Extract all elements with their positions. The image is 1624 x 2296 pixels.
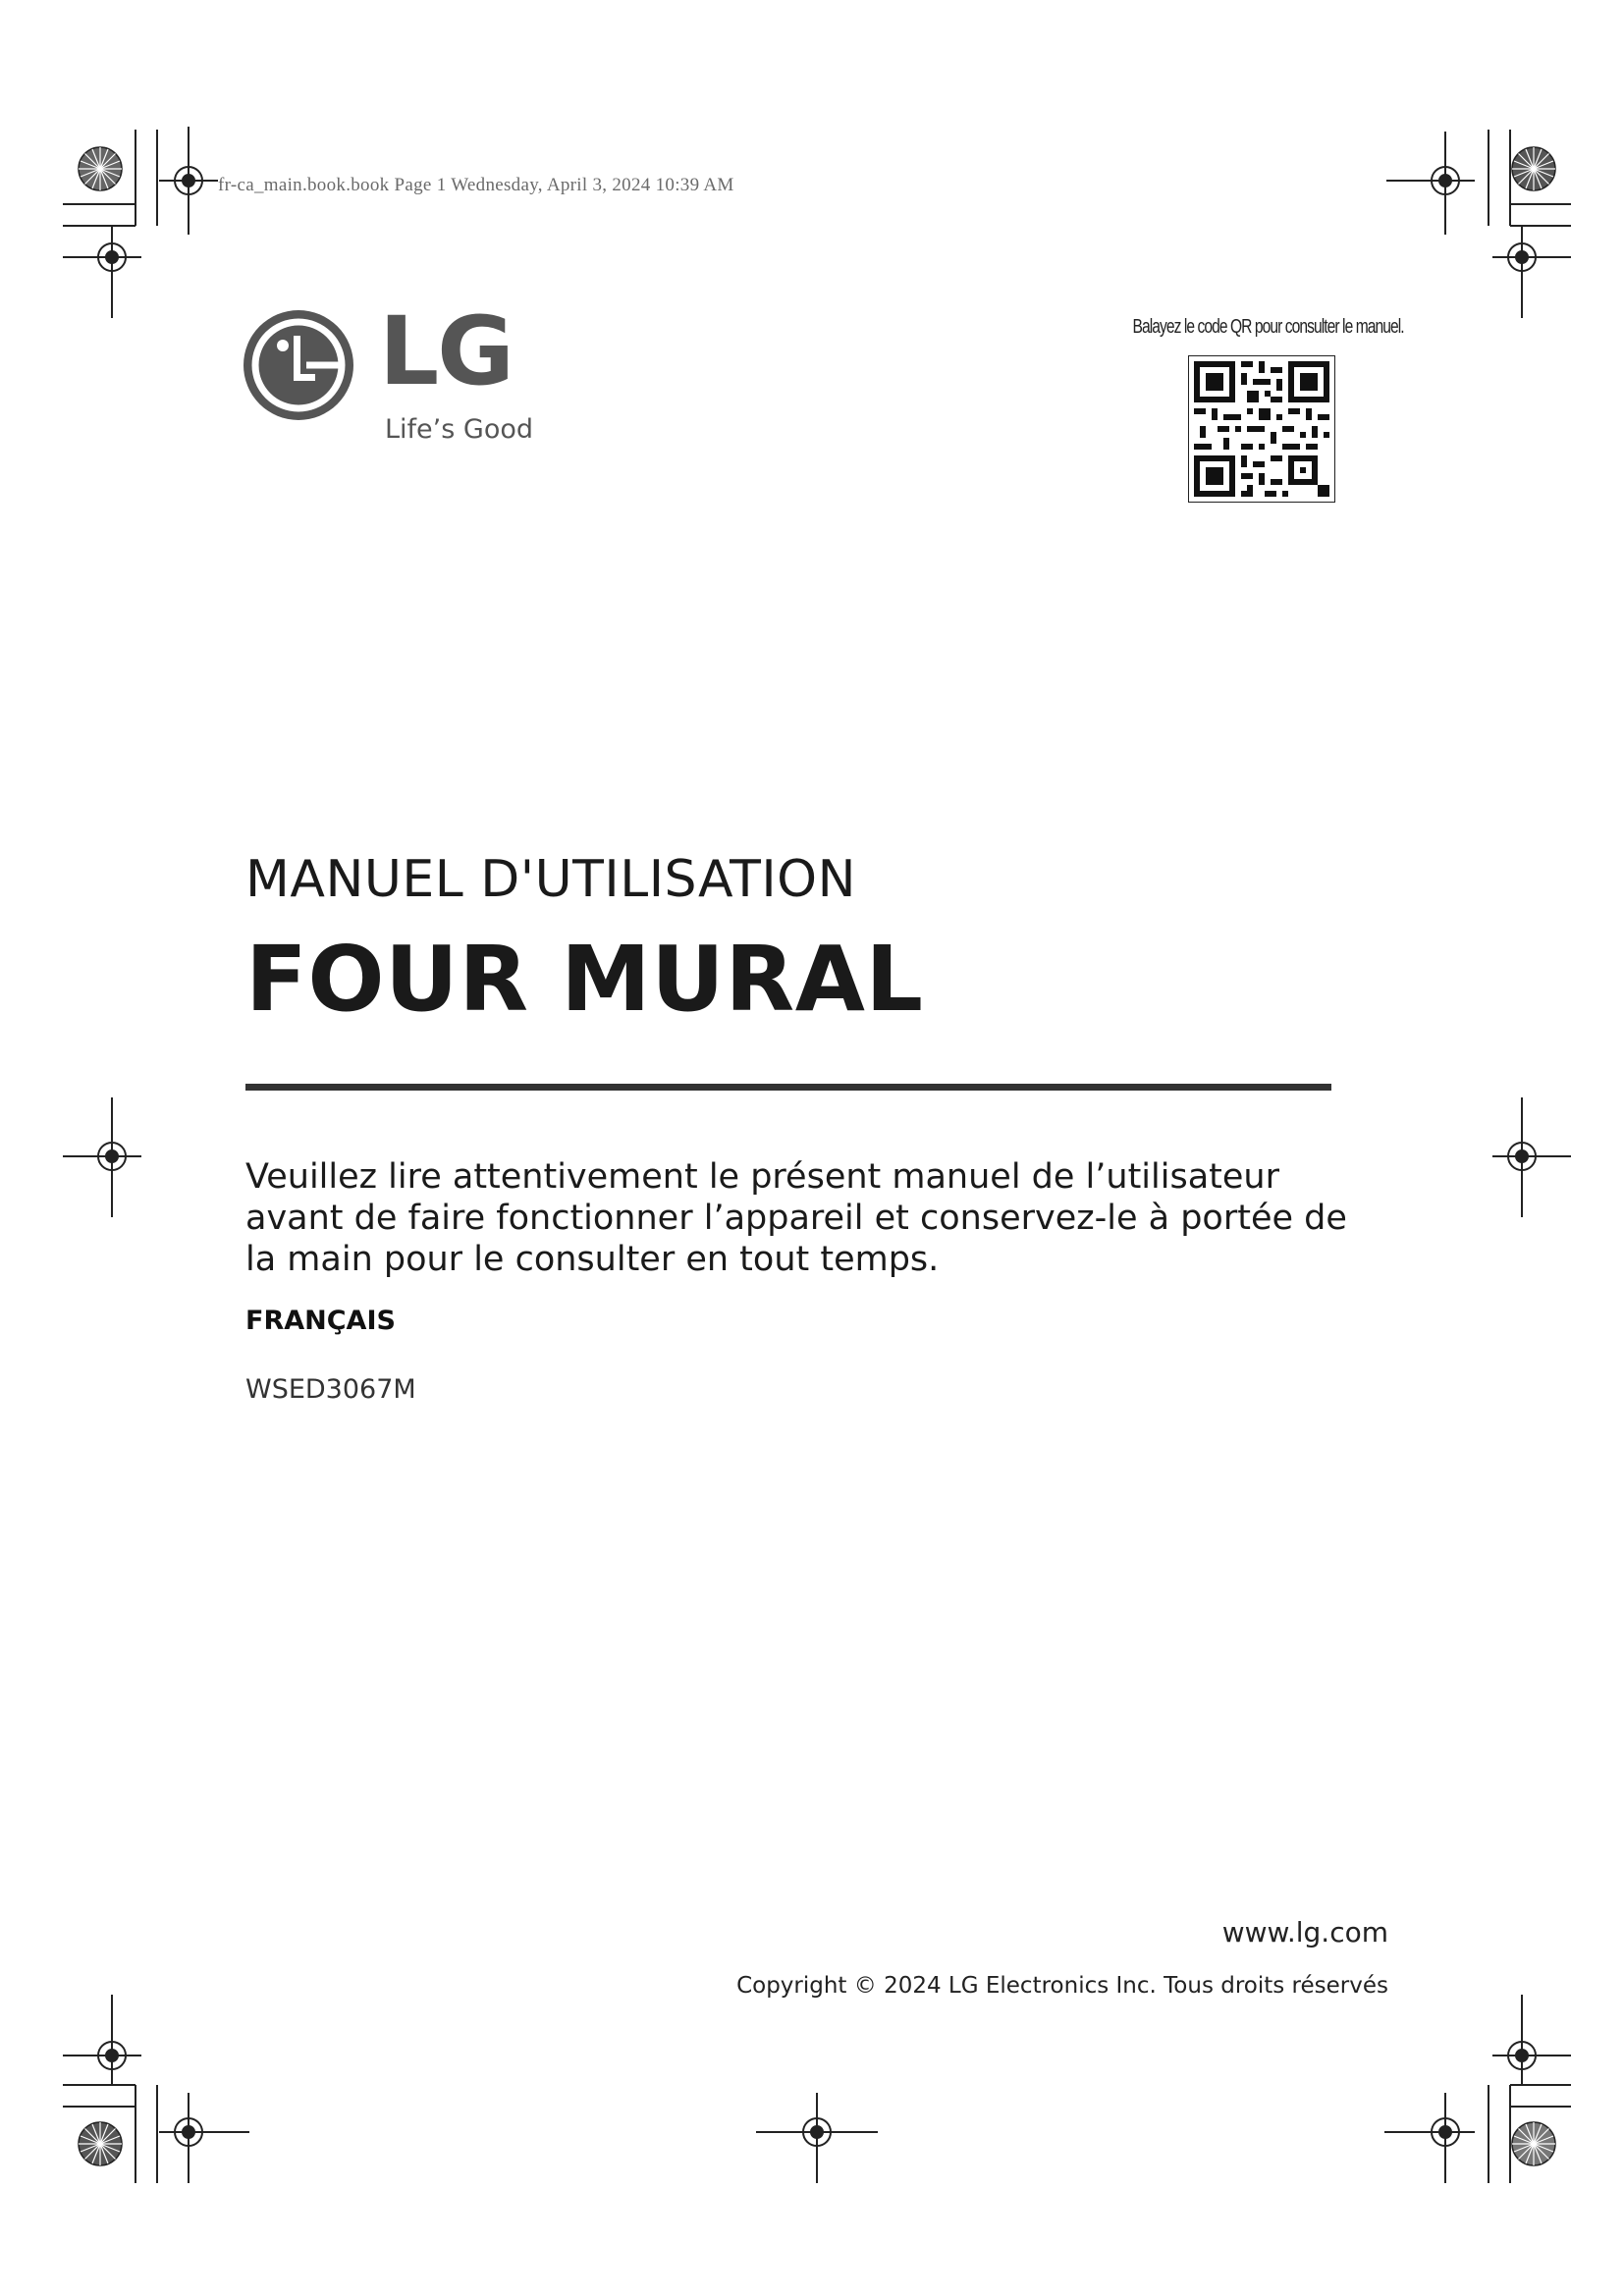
lg-emblem-icon: [244, 310, 353, 420]
intro-line: la main pour le consulter en tout temps.: [245, 1240, 940, 1279]
intro-paragraph: [245, 1156, 1347, 1280]
lg-logo: [244, 296, 538, 454]
brand-name: LG: [379, 296, 513, 406]
brand-slogan: Life’s Good: [385, 414, 533, 445]
intro-line: avant de faire fonctionner l’appareil et conservez-le à portée de: [245, 1199, 1347, 1238]
document-title: FOUR MURAL: [245, 927, 924, 1032]
intro-line: Veuillez lire attentivement le présent manuel de l’utilisateur: [245, 1157, 1279, 1197]
website-link[interactable]: www.lg.com: [1221, 1916, 1388, 1949]
print-header: fr-ca_main.book.book Page 1 Wednesday, April 3, 2024 10:39 AM: [218, 175, 734, 195]
copyright-notice: Copyright © 2024 LG Electronics Inc. Tous droits réservés: [736, 1973, 1388, 1999]
title-divider: [245, 1084, 1331, 1091]
document-type: MANUEL D'UTILISATION: [245, 850, 856, 909]
star-target-icon: [79, 147, 122, 190]
model-number: WSED3067M: [245, 1374, 416, 1405]
language-label: FRANÇAIS: [245, 1306, 396, 1336]
qr-caption: Balayez le code QR pour consulter le manuel.: [1132, 316, 1404, 338]
qr-code-icon[interactable]: [1188, 355, 1335, 503]
